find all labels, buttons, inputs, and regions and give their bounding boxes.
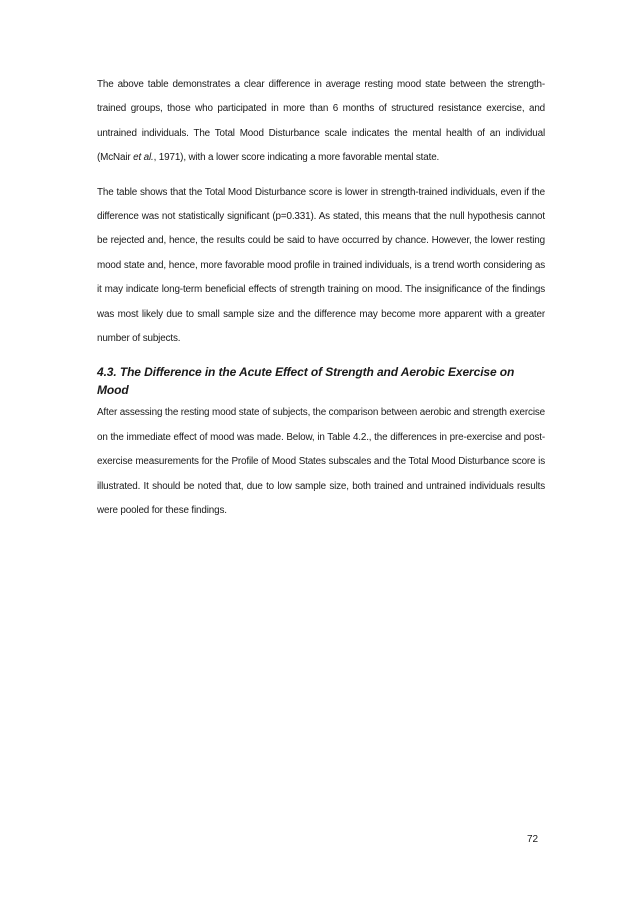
paragraph-table-discussion — [97, 73, 545, 171]
citation-et-al: et al. — [133, 152, 154, 164]
page-number: 72 — [527, 834, 539, 845]
paragraph-text: , 1971), with a lower score indicating a more favorable mental state. — [153, 152, 440, 164]
section-heading: 4.3. The Difference in the Acute Effect of Strength and Aerobic Exercise on Mood — [97, 365, 515, 398]
paragraph-acute-effect: After assessing the resting mood state of subjects, the comparison between aerobic and strength exercise on the immediate effect of mood was made. Below, in Table 4.2., the differences in pre-exercise and post-exercise measurements for the Profile of Mood States subscales and the Total Mood Disturbance score is illustrated. It should be noted that, due to low sample size, both trained and untrained individuals results were pooled for these findings. — [97, 407, 545, 517]
paragraph-text: The above table demonstrates a clear difference in average resting mood state between the strength-trained groups, those who participated in more than 6 months of structured resistance exercise, and untrained individuals. The Total Mood Disturbance scale indicates the mental health of an individual (McNair — [97, 79, 545, 164]
paragraph-tmd-score: The table shows that the Total Mood Disturbance score is lower in strength-trained individuals, even if the difference was not statistically significant (p=0.331). As stated, this means that the null hypothesis cannot be rejected and, hence, the results could be said to have occurred by chance. However, the lower resting mood state and, hence, more favorable mood profile in trained individuals, is a trend worth considering as it may indicate long-term beneficial effects of strength training on mood. The insignificance of the findings was most likely due to small sample size and the difference may become more apparent with a greater number of subjects. — [97, 186, 545, 345]
page-body — [97, 73, 545, 524]
